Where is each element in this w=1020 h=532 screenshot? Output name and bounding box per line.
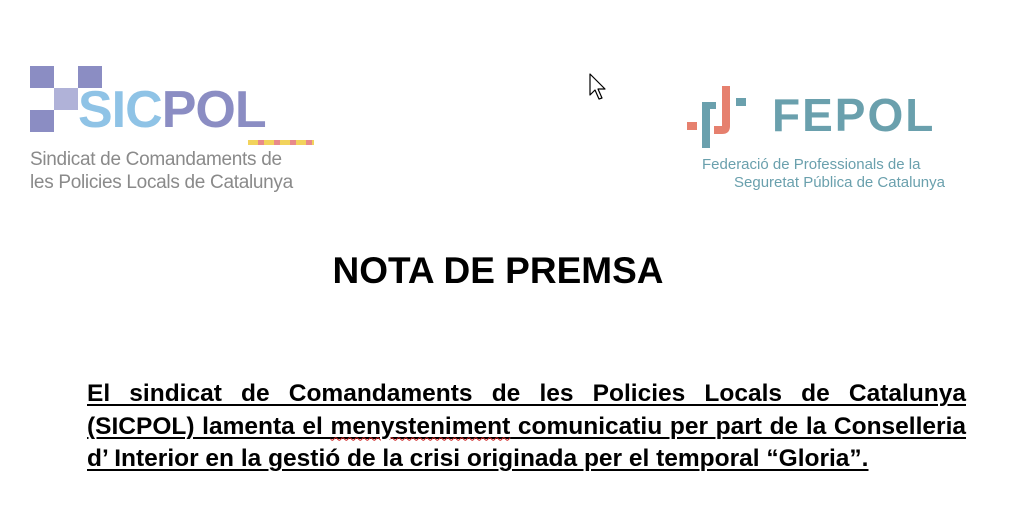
sicpol-wordmark bbox=[78, 81, 266, 139]
fepol-subtitle bbox=[702, 156, 945, 192]
sicpol-subtitle-line1: Sindicat de Comandaments de bbox=[30, 149, 282, 170]
fepol-wordmark: FEPOL bbox=[772, 89, 936, 141]
fepol-mark-icon bbox=[686, 84, 766, 150]
sicpol-subtitle-line2: les Policies Locals de Catalunya bbox=[30, 172, 293, 193]
sicpol-wordmark-pol: POL bbox=[161, 81, 266, 139]
fepol-logo bbox=[686, 82, 976, 198]
press-release-title: NOTA DE PREMSA bbox=[332, 250, 664, 291]
lead-spellcheck-flagged-word: menysteniment bbox=[330, 412, 511, 440]
sicpol-logo bbox=[28, 64, 320, 198]
lead-text-part1: El sindicat de Comandaments de les Policies Locals de Catalunya (SICPOL) lamenta el bbox=[87, 380, 966, 440]
fepol-subtitle-line2: Seguretat Pública de Catalunya bbox=[734, 174, 945, 191]
sicpol-subtitle bbox=[30, 148, 293, 194]
sicpol-flag-stripe bbox=[248, 140, 314, 145]
sicpol-wordmark-sic: SIC bbox=[78, 81, 162, 139]
press-release-lead bbox=[87, 378, 966, 476]
lead-text-part2: comunicatiu per part de la Conselleria d’ Interior en la gestió de la crisi originada per el temporal “Gloria”. bbox=[87, 412, 967, 472]
fepol-subtitle-line1: Federació de Professionals de la bbox=[702, 156, 921, 173]
mouse-pointer-icon bbox=[589, 73, 609, 101]
